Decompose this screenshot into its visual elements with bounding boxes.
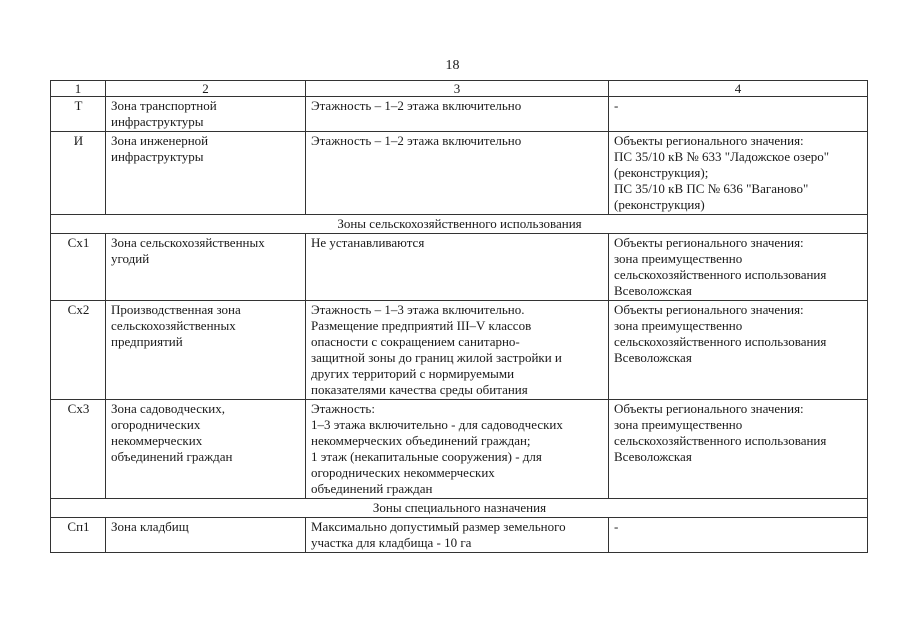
zone-name	[106, 234, 306, 301]
table-row	[51, 132, 868, 215]
zone-name-line: угодий	[111, 251, 150, 266]
regional-objects-line: сельскохозяйственного использования	[614, 267, 827, 282]
zone-parameters	[306, 518, 609, 553]
zone-parameters-line: Максимально допустимый размер земельного	[311, 519, 566, 534]
zone-parameters-line: защитной зоны до границ жилой застройки и	[311, 350, 562, 365]
table-row	[51, 97, 868, 132]
section-agricultural-title: Зоны сельскохозяйственного использования	[51, 215, 868, 234]
zone-name	[106, 301, 306, 400]
regional-objects-line: сельскохозяйственного использования	[614, 433, 827, 448]
zone-name-line: Зона садоводческих,	[111, 401, 226, 416]
column-header: 3	[306, 81, 609, 97]
zone-code: И	[51, 132, 106, 215]
section-agricultural	[51, 215, 868, 234]
zone-parameters-line: участка для кладбища - 10 га	[311, 535, 472, 550]
regional-objects-line: -	[614, 98, 619, 113]
zone-parameters	[306, 97, 609, 132]
zone-code: Т	[51, 97, 106, 132]
zone-name-line: Производственная зона	[111, 302, 241, 317]
zone-name-line: некоммерческих	[111, 433, 203, 448]
regional-objects-line: Объекты регионального значения:	[614, 235, 804, 250]
table-header-row	[51, 81, 868, 97]
zone-parameters-line: Размещение предприятий III–V классов	[311, 318, 532, 333]
zone-name-line: Зона транспортной	[111, 98, 217, 113]
zone-name-line: инфраструктуры	[111, 114, 204, 129]
regional-objects-line: Объекты регионального значения:	[614, 133, 804, 148]
zone-name-line: огороднических	[111, 417, 201, 432]
table-row	[51, 400, 868, 499]
zone-parameters-line: Этажность – 1–2 этажа включительно	[311, 133, 522, 148]
zone-name-line: предприятий	[111, 334, 183, 349]
zone-name-line: инфраструктуры	[111, 149, 204, 164]
regional-objects-line: зона преимущественно	[614, 318, 743, 333]
zone-name-line: сельскохозяйственных	[111, 318, 236, 333]
zone-parameters-line: 1–3 этажа включительно - для садоводческих	[311, 417, 563, 432]
zone-name	[106, 518, 306, 553]
regional-objects-line: зона преимущественно	[614, 417, 743, 432]
zone-parameters-line: Этажность:	[311, 401, 375, 416]
zone-name-line: Зона инженерной	[111, 133, 209, 148]
zone-parameters-line: опасности с сокращением санитарно-	[311, 334, 520, 349]
regional-objects	[609, 400, 868, 499]
zone-parameters	[306, 301, 609, 400]
zone-parameters	[306, 234, 609, 301]
zone-code: Сх3	[51, 400, 106, 499]
regional-objects-line: Всеволожская	[614, 449, 692, 464]
zone-name-line: Зона сельскохозяйственных	[111, 235, 265, 250]
table-row	[51, 234, 868, 301]
regional-objects-line: сельскохозяйственного использования	[614, 334, 827, 349]
regional-objects-line: Объекты регионального значения:	[614, 401, 804, 416]
zone-parameters-line: показателями качества среды обитания	[311, 382, 528, 397]
regional-objects-line: (реконструкция);	[614, 165, 709, 180]
page-number: 18	[445, 58, 460, 73]
regional-objects-line: зона преимущественно	[614, 251, 743, 266]
regional-objects	[609, 132, 868, 215]
zone-parameters-line: объединений граждан	[311, 481, 433, 496]
section-special	[51, 499, 868, 518]
regional-objects-line: -	[614, 519, 619, 534]
zone-parameters-line: некоммерческих объединений граждан;	[311, 433, 531, 448]
column-header: 1	[51, 81, 106, 97]
zone-code: Сп1	[51, 518, 106, 553]
zone-parameters-line: 1 этаж (некапитальные сооружения) - для	[311, 449, 542, 464]
zone-parameters-line: Не устанавливаются	[311, 235, 425, 250]
zones-table	[50, 80, 868, 553]
regional-objects-line: Всеволожская	[614, 350, 692, 365]
table-row	[51, 518, 868, 553]
table-row	[51, 301, 868, 400]
zone-name-line: объединений граждан	[111, 449, 233, 464]
zone-parameters-line: Этажность – 1–2 этажа включительно	[311, 98, 522, 113]
regional-objects-line: (реконструкция)	[614, 197, 705, 212]
zone-name	[106, 400, 306, 499]
zone-name	[106, 97, 306, 132]
regional-objects-line: ПС 35/10 кВ № 633 "Ладожское озеро"	[614, 149, 830, 164]
zone-parameters	[306, 400, 609, 499]
regional-objects	[609, 518, 868, 553]
regional-objects	[609, 97, 868, 132]
section-special-title: Зоны специального назначения	[51, 499, 868, 518]
zone-parameters	[306, 132, 609, 215]
zone-parameters-line: Этажность – 1–3 этажа включительно.	[311, 302, 525, 317]
regional-objects	[609, 234, 868, 301]
zone-code: Сх1	[51, 234, 106, 301]
zone-name	[106, 132, 306, 215]
column-header: 4	[609, 81, 868, 97]
regional-objects-line: ПС 35/10 кВ ПС № 636 "Ваганово"	[614, 181, 809, 196]
regional-objects	[609, 301, 868, 400]
zone-code: Сх2	[51, 301, 106, 400]
zone-parameters-line: других территорий с нормируемыми	[311, 366, 515, 381]
regional-objects-line: Объекты регионального значения:	[614, 302, 804, 317]
zone-name-line: Зона кладбищ	[111, 519, 189, 534]
zone-parameters-line: огороднических некоммерческих	[311, 465, 495, 480]
regional-objects-line: Всеволожская	[614, 283, 692, 298]
column-header: 2	[106, 81, 306, 97]
